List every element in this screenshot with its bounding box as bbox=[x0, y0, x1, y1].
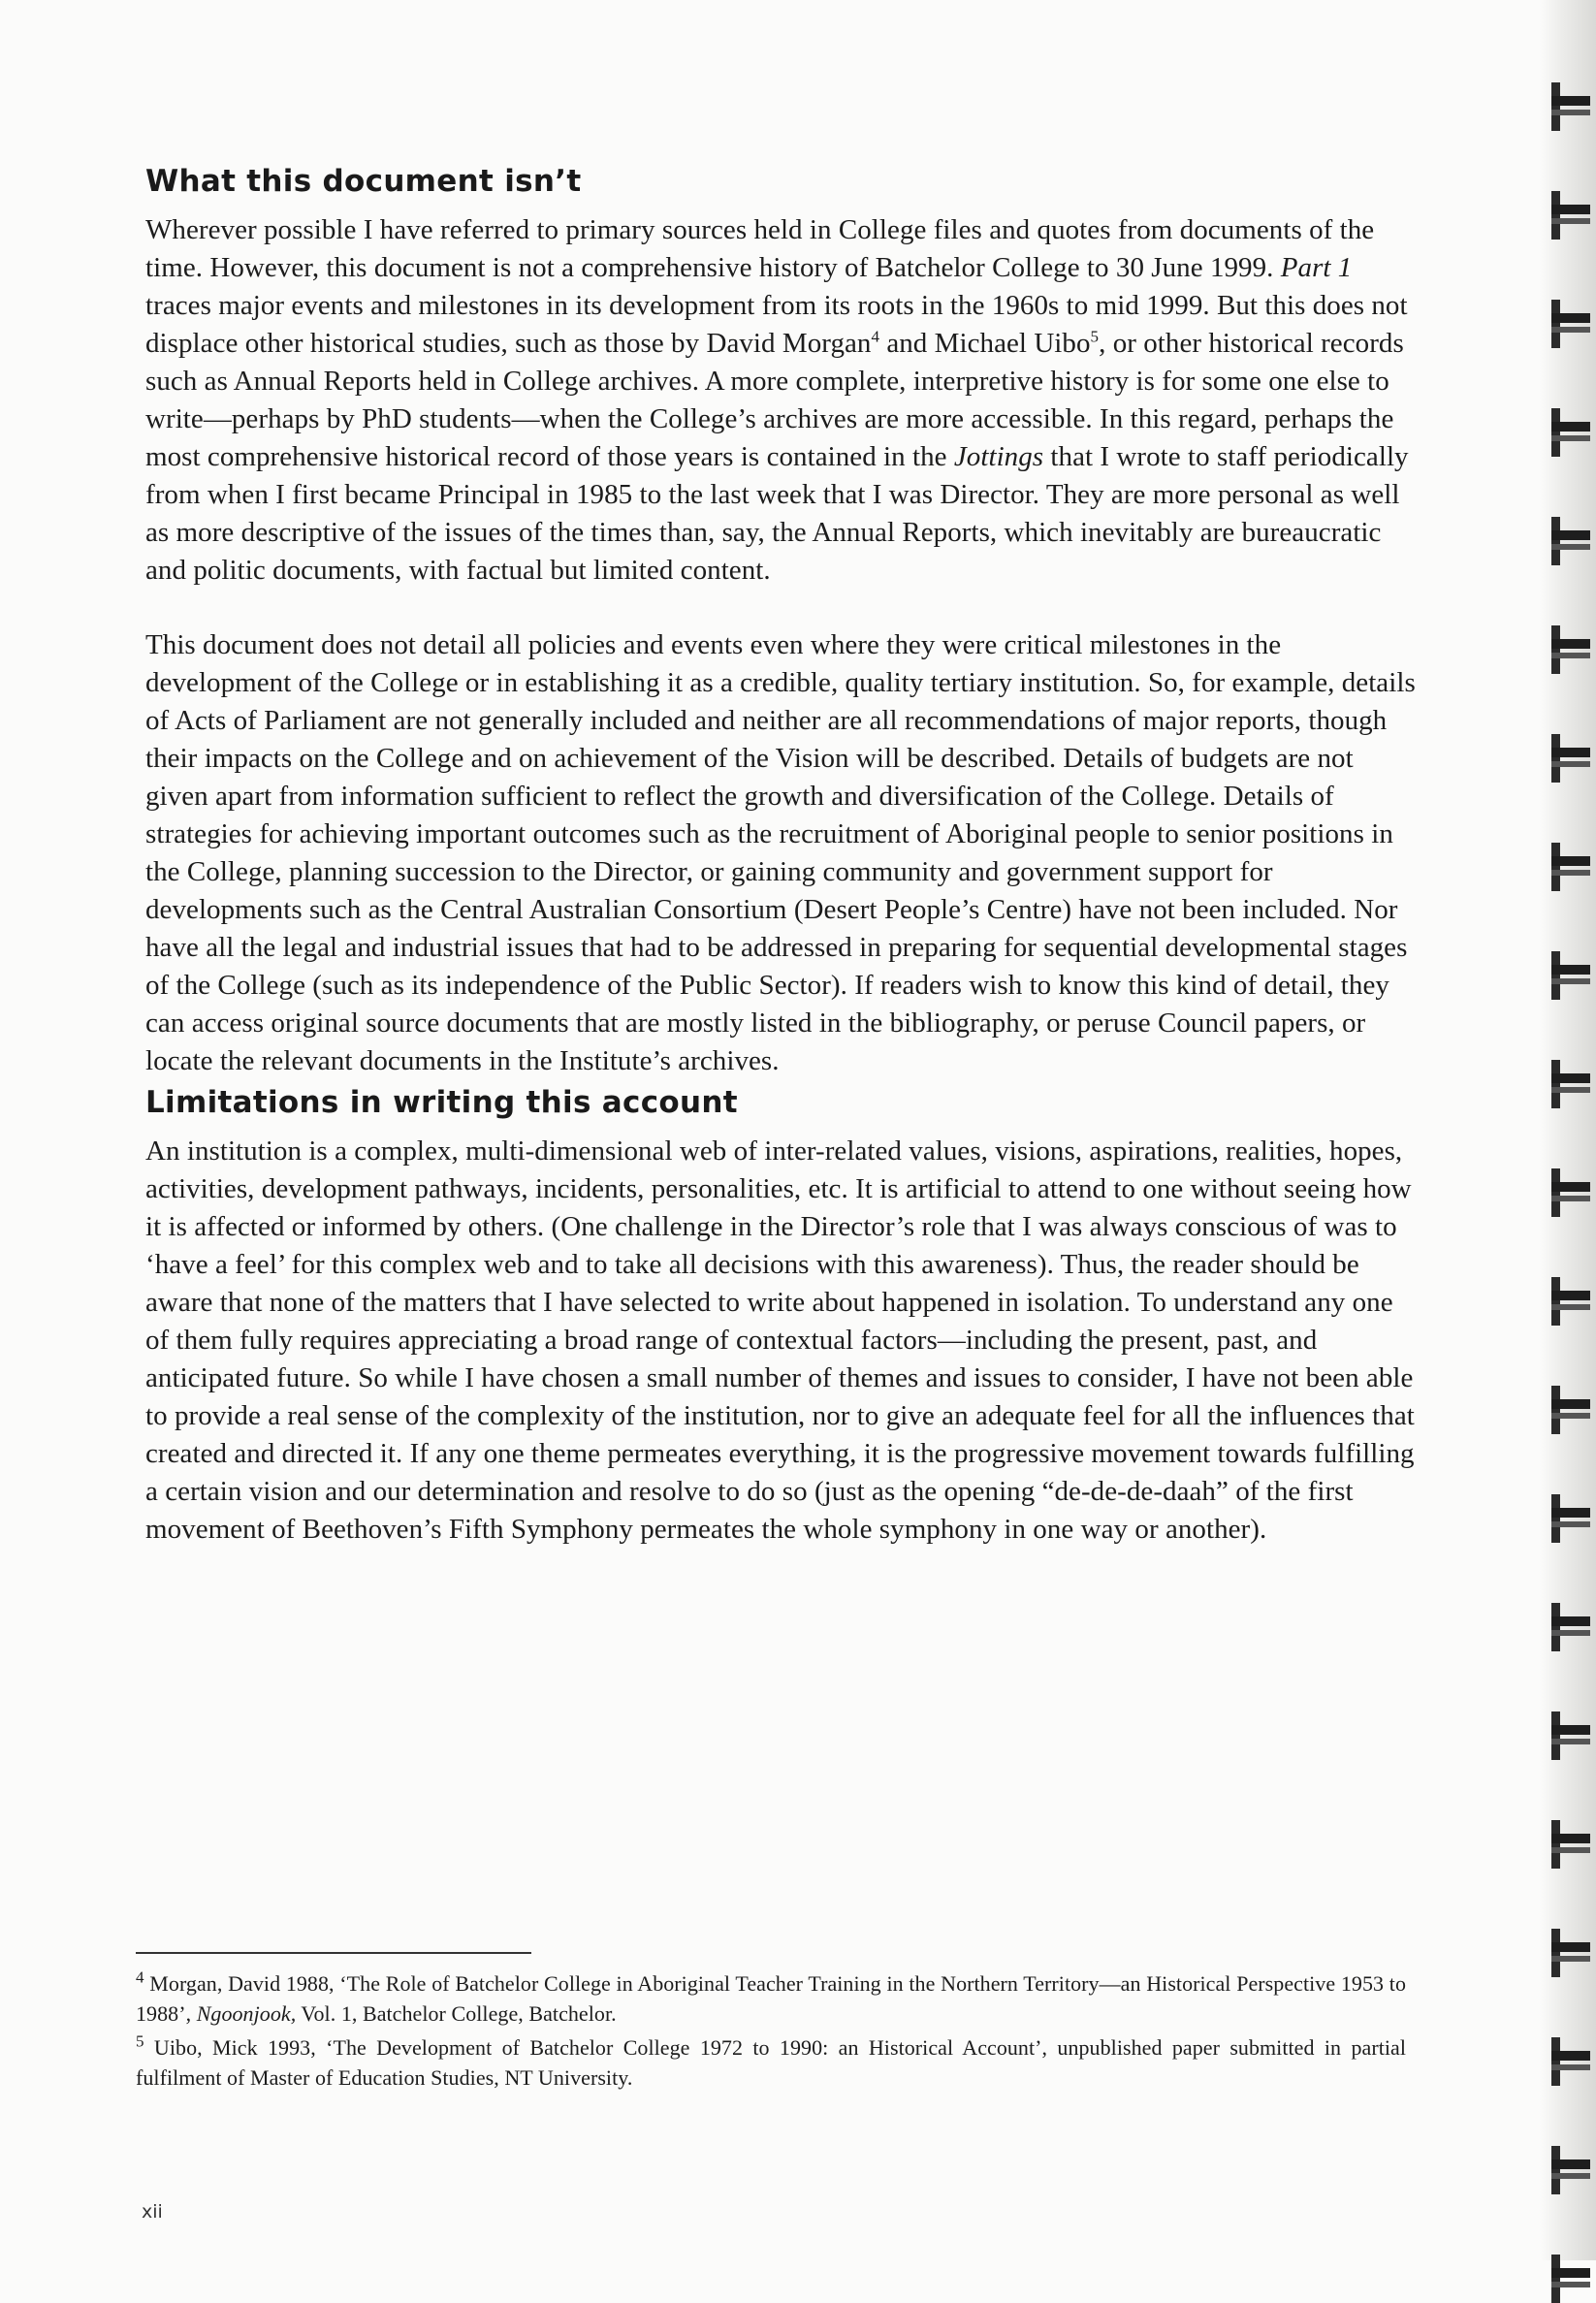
section-heading-limitations: Limitations in writing this account bbox=[145, 1085, 738, 1120]
footnote-divider bbox=[136, 1952, 531, 1954]
paragraph-policies-events: This document does not detail all policies and events even where they were critical milestones in the development of the College or in establishing it as a credible, quality tertiary institution. So, for example, details of Acts of Parliament are not generally included and neither are all recommendations of major reports, though their impacts on the College and on achievement of the Vision will be described. Details of budgets are not given apart from information sufficient to reflect the growth and diversification of the College. Details of strategies for achieving important outcomes such as the recruitment of Aboriginal people to senior positions in the College, planning succession to the Director, or gaining community and government support for developments such as the Central Australian Consortium (Desert People’s Centre) have not been included. Nor have all the legal and industrial issues that had to be addressed in preparing for sequential developmental stages of the College (such as its independence of the Public Sector). If readers wish to know this kind of detail, they can access original source documents that are mostly listed in the bibliography, or peruse Council papers, or locate the relevant documents in the Institute’s archives. bbox=[145, 629, 1416, 1076]
binding-coil bbox=[1548, 2146, 1590, 2194]
binding-coil bbox=[1548, 1711, 1590, 1760]
binding-coil bbox=[1548, 1929, 1590, 1977]
binding-coil bbox=[1548, 408, 1590, 457]
footnote-italic-ngoonjook: Ngoonjook, bbox=[196, 2001, 297, 2026]
binding-coil bbox=[1548, 1603, 1590, 1651]
binding-coil bbox=[1548, 625, 1590, 674]
page-number: xii bbox=[142, 2201, 163, 2223]
footnote-ref-5: 5 bbox=[1090, 327, 1100, 346]
binding-coil bbox=[1548, 1277, 1590, 1326]
italic-part-1: Part 1 bbox=[1280, 252, 1353, 283]
binding-coil bbox=[1548, 2255, 1590, 2303]
paragraph-spacer bbox=[145, 590, 1420, 626]
main-content bbox=[145, 163, 1420, 1549]
binding-coil bbox=[1548, 300, 1590, 348]
paragraph-primary-sources bbox=[145, 211, 1420, 590]
footnote-text: Vol. 1, Batchelor College, Batchelor. bbox=[296, 2001, 617, 2026]
binding-coil bbox=[1548, 1820, 1590, 1869]
binding-coil bbox=[1548, 191, 1590, 240]
binding-coil bbox=[1548, 2037, 1590, 2086]
italic-jottings: Jottings bbox=[953, 441, 1044, 472]
binding-coil bbox=[1548, 734, 1590, 783]
binding-coil bbox=[1548, 1168, 1590, 1217]
footnote-number: 4 bbox=[136, 1967, 144, 1987]
spiral-binding bbox=[1540, 0, 1596, 2260]
paragraph-institution-web: An institution is a complex, multi-dimensional web of inter-related values, visions, aspirations, realities, hopes, activities, development pathways, incidents, personalities, etc. It is artificial to attend to one without seeing how it is affected or informed by others. (One challenge in the Director’s role that I was always conscious of was to ‘have a feel’ for this complex web and to take all decisions with this awareness). Thus, the reader should be aware that none of the matters that I have selected to write about happened in isolation. To understand any one of them fully requires appreciating a broad range of contextual factors—including the present, past, and anticipated future. So while I have chosen a small number of themes and issues to consider, I have not been able to provide a real sense of the complexity of the institution, nor to give an adequate feel for all the influences that created and directed it. If any one theme permeates everything, it is the progressive movement towards fulfilling a certain vision and our determination and resolve to do so (just as the opening “de-de-de-daah” of the first movement of Beethoven’s Fifth Symphony permeates the whole symphony in one way or another). bbox=[145, 1136, 1415, 1545]
footnotes bbox=[136, 1968, 1406, 2096]
binding-coil bbox=[1548, 1386, 1590, 1434]
footnote-4 bbox=[136, 1968, 1406, 2029]
binding-coil bbox=[1548, 517, 1590, 565]
text-run: and Michael Uibo bbox=[879, 328, 1091, 359]
text-run: , or other historical records such as Annual Reports held in College archives. A more complete, interpretive history is for some one else to write—perhaps by PhD students—when the College’s archives are more accessible. In this regard, perhaps the most comprehensive historical record of those years is contained in the bbox=[145, 328, 1404, 472]
binding-coil bbox=[1548, 843, 1590, 891]
text-run: that I wrote to staff periodically from when I first became Principal in 1985 to the last week that I was Director. They are more personal as well as more descriptive of the issues of the times than, say, the Annual Reports, which inevitably are bureaucratic and politic documents, with factual but limited content. bbox=[145, 441, 1409, 586]
section-heading-what-this-document-isnt: What this document isn’t bbox=[145, 164, 582, 199]
text-run: Wherever possible I have referred to primary sources held in College files and quotes from documents of the time. However, this document is not a comprehensive history of Batchelor College to 30 June 1999. bbox=[145, 214, 1375, 283]
footnote-number: 5 bbox=[136, 2031, 144, 2051]
text-run: traces major events and milestones in its development from its roots in the 1960s to mid 1999. But this does not displace other historical studies, such as those by David Morgan bbox=[145, 290, 1408, 359]
footnote-5 bbox=[136, 2032, 1406, 2093]
binding-coil bbox=[1548, 951, 1590, 1000]
footnote-text: Morgan, David 1988, ‘The Role of Batchelor College in Aboriginal Teacher Training in the Northern Territory—an Historical Perspective 1953 to 1988’, bbox=[136, 1971, 1406, 2026]
binding-coil bbox=[1548, 1060, 1590, 1108]
footnote-text: Uibo, Mick 1993, ‘The Development of Batchelor College 1972 to 1990: an Historical Account’, unpublished paper submitted in partial fulfilment of Master of Education Studies, NT University. bbox=[136, 2035, 1406, 2090]
footnote-ref-4: 4 bbox=[871, 327, 880, 346]
binding-coil bbox=[1548, 1494, 1590, 1543]
binding-coil bbox=[1548, 82, 1590, 131]
